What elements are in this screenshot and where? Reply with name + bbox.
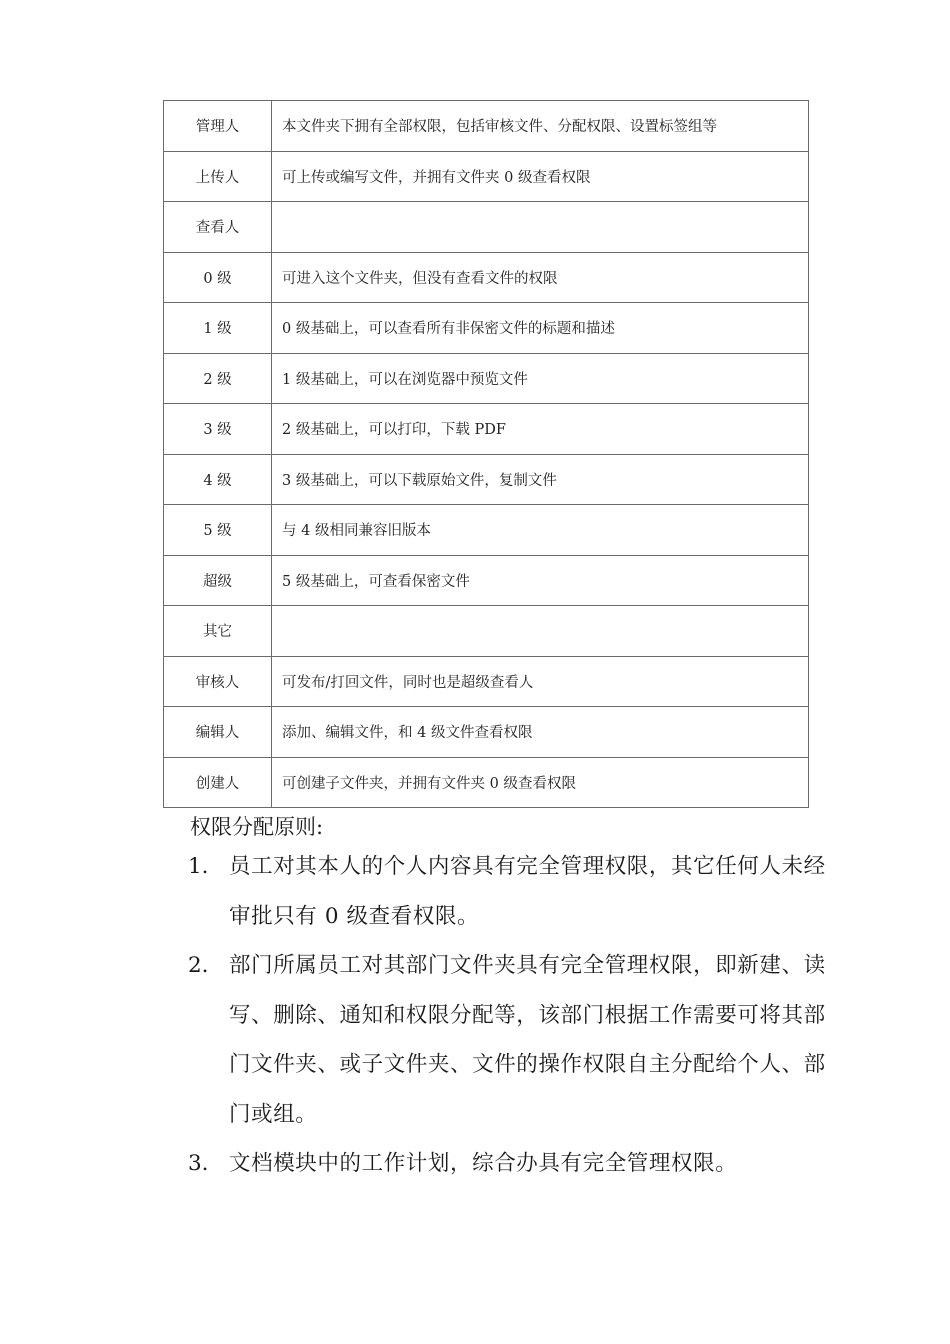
list-item — [188, 941, 828, 1139]
role-cell: 1 级 — [164, 303, 272, 354]
role-cell: 查看人 — [164, 202, 272, 253]
description-cell — [272, 606, 809, 657]
description-cell: 可进入这个文件夹，但没有查看文件的权限 — [272, 252, 809, 303]
table-row — [164, 555, 809, 606]
table-row — [164, 505, 809, 556]
table-row — [164, 757, 809, 808]
table-row — [164, 707, 809, 758]
list-number: 1. — [188, 854, 209, 879]
description-cell: 可创建子文件夹，并拥有文件夹 0 级查看权限 — [272, 757, 809, 808]
list-text: 部门所属员工对其部门文件夹具有完全管理权限，即新建、读写、删除、通知和权限分配等，该部门根据工作需要可将其部门文件夹、或子文件夹、文件的操作权限自主分配给个人、部门或组。 — [229, 953, 826, 1127]
table-row — [164, 606, 809, 657]
permission-table — [163, 100, 809, 808]
list-number: 2. — [188, 953, 209, 978]
role-cell: 4 级 — [164, 454, 272, 505]
role-cell: 2 级 — [164, 353, 272, 404]
role-cell: 超级 — [164, 555, 272, 606]
table-row — [164, 252, 809, 303]
description-cell: 5 级基础上，可查看保密文件 — [272, 555, 809, 606]
table-row — [164, 353, 809, 404]
list-text: 员工对其本人的个人内容具有完全管理权限，其它任何人未经审批只有 0 级查看权限。 — [229, 854, 826, 929]
description-cell: 1 级基础上，可以在浏览器中预览文件 — [272, 353, 809, 404]
table-row — [164, 151, 809, 202]
table-row — [164, 202, 809, 253]
role-cell: 其它 — [164, 606, 272, 657]
description-cell: 添加、编辑文件，和 4 级文件查看权限 — [272, 707, 809, 758]
principles-heading: 权限分配原则: — [190, 815, 324, 839]
description-cell: 本文件夹下拥有全部权限，包括审核文件、分配权限、设置标签组等 — [272, 101, 809, 152]
principles-list — [188, 842, 828, 1189]
description-cell: 0 级基础上，可以查看所有非保密文件的标题和描述 — [272, 303, 809, 354]
role-cell: 上传人 — [164, 151, 272, 202]
table-row — [164, 404, 809, 455]
role-cell: 3 级 — [164, 404, 272, 455]
description-cell — [272, 202, 809, 253]
description-cell: 可发布/打回文件，同时也是超级查看人 — [272, 656, 809, 707]
table-row — [164, 101, 809, 152]
role-cell: 管理人 — [164, 101, 272, 152]
list-number: 3. — [188, 1151, 209, 1176]
description-cell: 可上传或编写文件，并拥有文件夹 0 级查看权限 — [272, 151, 809, 202]
description-cell: 3 级基础上，可以下载原始文件，复制文件 — [272, 454, 809, 505]
role-cell: 创建人 — [164, 757, 272, 808]
role-cell: 审核人 — [164, 656, 272, 707]
table-row — [164, 454, 809, 505]
table-row — [164, 656, 809, 707]
list-text: 文档模块中的工作计划，综合办具有完全管理权限。 — [229, 1151, 738, 1176]
role-cell: 编辑人 — [164, 707, 272, 758]
list-item — [188, 842, 828, 941]
description-cell: 2 级基础上，可以打印，下载 PDF — [272, 404, 809, 455]
table-row — [164, 303, 809, 354]
role-cell: 5 级 — [164, 505, 272, 556]
list-item — [188, 1139, 828, 1189]
role-cell: 0 级 — [164, 252, 272, 303]
description-cell: 与 4 级相同兼容旧版本 — [272, 505, 809, 556]
